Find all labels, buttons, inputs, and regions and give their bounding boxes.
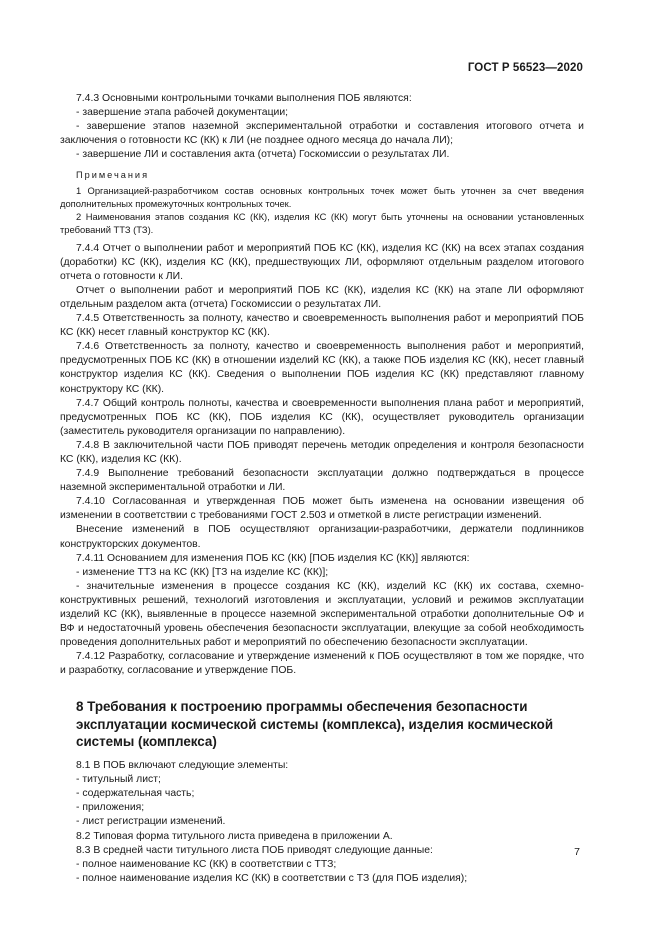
list-item: - значительные изменения в процессе создания КС (КК), изделий КС (КК) их состава, схемно-конструктивных решений, технологий изготовления и эксплуатации, условий и режимов эксплуатации изделий КС (КК), выявленные в процессе наземной экспериментальной отработки дополнительные ОФ и ВФ и недостаточный уровень обеспечения безопасности эксплуатации, влекущие за собой необходимость проведения дополнительных работ и мероприятий по обеспечению безопасности эксплуатации. [60, 580, 584, 649]
paragraph: 8.3 В средней части титульного листа ПОБ приводят следующие данные: [76, 844, 433, 856]
list-item: - титульный лист; [76, 774, 161, 786]
note: 2 Наименования этапов создания КС (КК), изделия КС (КК) могут быть уточнены на основании установленных требований ТТЗ (ТЗ). [60, 210, 584, 235]
paragraph: 7.4.3 Основными контрольными точками выполнения ПОБ являются: [76, 93, 412, 104]
paragraph: 7.4.6 Ответственность за полноту, качество и своевременность выполнения работ и мероприятий, предусмотренных ПОБ КС (КК) в отношении изделий КС (КК), а также ПОБ изделия КС (КК), несет главный конструктор изделия КС (КК). Сведения о выполнении ПОБ изделия КС (КК) представляют главному конструктору КС (КК). [60, 341, 584, 395]
paragraph: 7.4.11 Основанием для изменения ПОБ КС (КК) [ПОБ изделия КС (КК)] являются: [76, 552, 470, 564]
paragraph: 7.4.9 Выполнение требований безопасности эксплуатации должно подтверждаться в процессе наземной экспериментальной отработки и ЛИ. [60, 468, 584, 494]
list-item: - лист регистрации изменений. [76, 816, 226, 828]
paragraph: Внесение изменений в ПОБ осуществляют организации-разработчики, держатели подлинников конструкторских документов. [60, 524, 584, 550]
notes-title: Примечания [76, 170, 150, 181]
list-item: - полное наименование КС (КК) в соответствии с ТТЗ; [76, 858, 337, 870]
list-item: - приложения; [76, 802, 145, 814]
paragraph: 7.4.4 Отчет о выполнении работ и мероприятий ПОБ КС (КК), изделия КС (КК) на всех этапах создания (доработки) КС (КК), изделия КС (КК), предшествующих ЛИ, оформляют отдельным разделом итогового отчета о готовности к ЛИ. [60, 242, 584, 282]
paragraph: 7.4.7 Общий контроль полноты, качества и своевременности выполнения плана работ и мероприятий, предусмотренных ПОБ КС (КК), ПОБ изделия КС (КК), осуществляет руководитель организации (заместитель руководителя организации по направлению). [60, 397, 584, 437]
list-item: - изменение ТТЗ на КС (КК) [ТЗ на изделие КС (КК)]; [76, 566, 329, 578]
paragraph: 7.4.8 В заключительной части ПОБ приводят перечень методик определения и контроля безопасности КС (КК), изделия КС (КК). [60, 439, 584, 465]
page-number: 7 [574, 846, 580, 858]
list-item: - завершение этапов наземной экспериментальной отработки и составления итогового отчета и заключения о готовности КС (КК) к ЛИ (не позднее одного месяца до начала ЛИ); [60, 121, 584, 147]
paragraph: 7.4.12 Разработку, согласование и утверждение изменений к ПОБ осуществляют в том же порядке, что и разработку, согласование и утверждение ПОБ. [60, 651, 584, 677]
document-body [60, 92, 584, 886]
list-item: - полное наименование изделия КС (КК) в соответствии с ТЗ (для ПОБ изделия); [76, 872, 468, 884]
paragraph: 7.4.5 Ответственность за полноту, качество и своевременность выполнения работ и мероприятий ПОБ КС (КК) несет главный конструктор КС (КК). [60, 313, 584, 339]
note: 1 Организацией-разработчиком состав основных контрольных точек может быть уточнен за счет введения дополнительных промежуточных контрольных точек. [60, 184, 584, 209]
list-item: - завершение этапа рабочей документации; [76, 107, 289, 119]
standard-header: ГОСТ Р 56523—2020 [467, 62, 583, 74]
section-title: 8 Требования к построению программы обеспечения безопасности эксплуатации космической системы (комплекса), изделия космической системы (комплекса) [76, 699, 554, 749]
list-item: - содержательная часть; [76, 788, 195, 800]
paragraph: 7.4.10 Согласованная и утвержденная ПОБ может быть изменена на основании извещения об изменении в соответствии с требованиями ГОСТ 2.503 и отметкой в листе регистрации изменений. [60, 496, 584, 522]
list-item: - завершение ЛИ и составления акта (отчета) Госкомиссии о результатах ЛИ. [76, 149, 450, 161]
paragraph: Отчет о выполнении работ и мероприятий ПОБ КС (КК), изделия КС (КК) на этапе ЛИ оформляют отдельным разделом акта (отчета) Госкомиссии о результатах ЛИ. [60, 284, 584, 310]
paragraph: 8.2 Типовая форма титульного листа приведена в приложении А. [76, 830, 393, 842]
paragraph: 8.1 В ПОБ включают следующие элементы: [76, 760, 289, 772]
